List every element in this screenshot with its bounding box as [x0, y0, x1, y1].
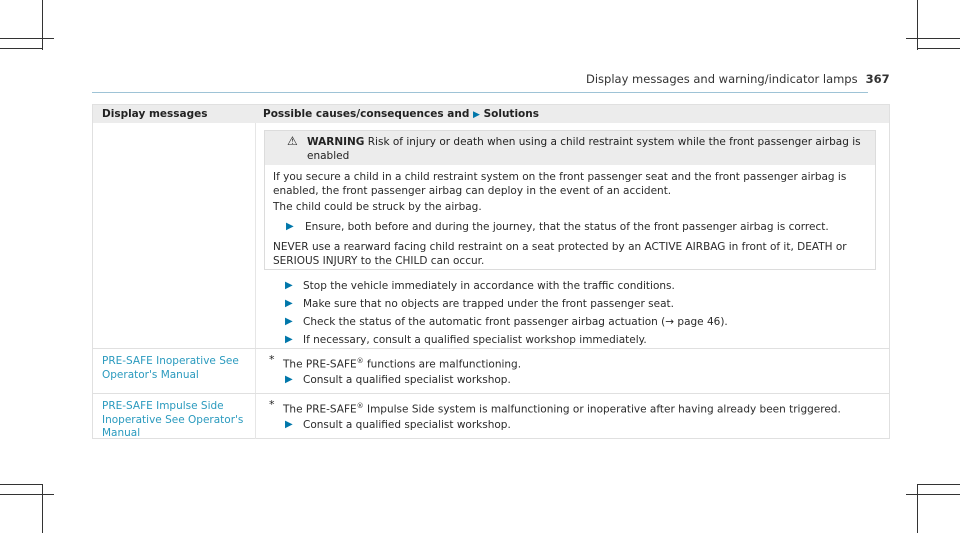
triangle-right-icon: ▶	[285, 374, 293, 385]
row3-solution: Consult a qualified specialist workshop.	[303, 419, 511, 431]
message-line: PRE-SAFE Impulse Side	[102, 400, 224, 412]
step-1: Stop the vehicle immediately in accordance with the traffic conditions.	[303, 280, 675, 292]
crop-mark	[906, 494, 960, 495]
warning-paragraph-1	[273, 171, 873, 198]
display-messages-table	[92, 104, 890, 439]
warning-para1-line2: enabled, the front passenger airbag can deploy in the event of an accident.	[273, 184, 672, 197]
step-4: If necessary, consult a qualified specialist workshop immediately.	[303, 334, 647, 346]
page-reference-link[interactable]: page 46).	[677, 316, 728, 328]
warning-para3-line2: SERIOUS INJURY to the CHILD can occur.	[273, 254, 485, 267]
col-header-causes	[263, 108, 539, 120]
row2-cause-b: functions are malfunctioning.	[366, 358, 522, 371]
column-divider	[255, 123, 256, 439]
crop-mark	[0, 48, 42, 49]
col-header-causes-text: Possible causes/consequences and	[263, 108, 470, 120]
warning-paragraph-2: The child could be struck by the airbag.	[273, 201, 482, 213]
asterisk: *	[269, 353, 275, 366]
message-line: Operator's Manual	[102, 368, 199, 381]
warning-text-2: enabled	[307, 150, 350, 162]
warning-bullet: Ensure, both before and during the journey, that the status of the front passenger airbag is correct.	[305, 221, 829, 233]
message-line: Inoperative See Operator's	[102, 413, 244, 426]
crop-mark	[42, 0, 43, 50]
crop-mark	[917, 48, 960, 49]
step-2: Make sure that no objects are trapped under the front passenger seat.	[303, 298, 674, 310]
row3-cause-b: Impulse Side system is malfunctioning or inoperative after having already been triggered.	[366, 403, 841, 416]
crop-mark	[917, 484, 918, 533]
triangle-right-icon: ▶	[473, 110, 480, 120]
col-header-messages: Display messages	[102, 108, 208, 120]
warning-triangle-icon: ⚠	[287, 134, 298, 148]
crop-mark	[42, 484, 43, 533]
row-divider	[93, 393, 889, 394]
row2-cause	[283, 355, 521, 372]
header-title: Display messages and warning/indicator lamps	[586, 72, 858, 86]
warning-header	[265, 131, 875, 165]
message-pre-safe-inoperative	[102, 355, 239, 382]
step-3	[303, 316, 728, 330]
asterisk: *	[269, 398, 275, 411]
row3-cause	[283, 400, 841, 417]
row2-cause-a: The PRE-SAFE	[283, 358, 357, 371]
registered-mark: ®	[356, 357, 364, 365]
message-line: PRE-SAFE Inoperative See	[102, 355, 239, 367]
running-header	[586, 72, 890, 86]
row3-cause-a: The PRE-SAFE	[283, 403, 357, 416]
crop-mark	[0, 484, 42, 485]
table-header	[93, 105, 889, 123]
arrow-right-icon: →	[665, 316, 678, 328]
row-divider	[93, 348, 889, 349]
triangle-right-icon: ▶	[285, 316, 293, 327]
crop-mark	[0, 38, 54, 39]
warning-paragraph-3	[273, 241, 873, 268]
crop-mark	[917, 0, 918, 50]
message-line: Manual	[102, 427, 141, 439]
triangle-right-icon: ▶	[286, 221, 294, 232]
triangle-right-icon: ▶	[285, 298, 293, 309]
crop-mark	[917, 484, 960, 485]
triangle-right-icon: ▶	[285, 280, 293, 291]
warning-para1-line1: If you secure a child in a child restraint system on the front passenger seat and the front passenger airbag is	[273, 171, 847, 183]
message-pre-safe-impulse-side	[102, 400, 243, 441]
registered-mark: ®	[356, 402, 364, 410]
header-rule	[92, 92, 868, 93]
page-number: 367	[865, 72, 890, 86]
triangle-right-icon: ▶	[285, 334, 293, 345]
row2-solution: Consult a qualified specialist workshop.	[303, 374, 511, 386]
col-header-solutions: Solutions	[483, 108, 539, 120]
warning-para3-line1: NEVER use a rearward facing child restraint on a seat protected by an ACTIVE AIRBAG in front of it, DEATH or	[273, 241, 847, 253]
crop-mark	[906, 38, 960, 39]
warning-box	[264, 130, 876, 270]
triangle-right-icon: ▶	[285, 419, 293, 430]
warning-text-1: Risk of injury or death when using a child restraint system while the front passenger airbag is	[367, 136, 861, 148]
step-3-text: Check the status of the automatic front passenger airbag actuation (	[303, 316, 666, 328]
warning-label: WARNING	[307, 136, 365, 148]
crop-mark	[0, 494, 54, 495]
